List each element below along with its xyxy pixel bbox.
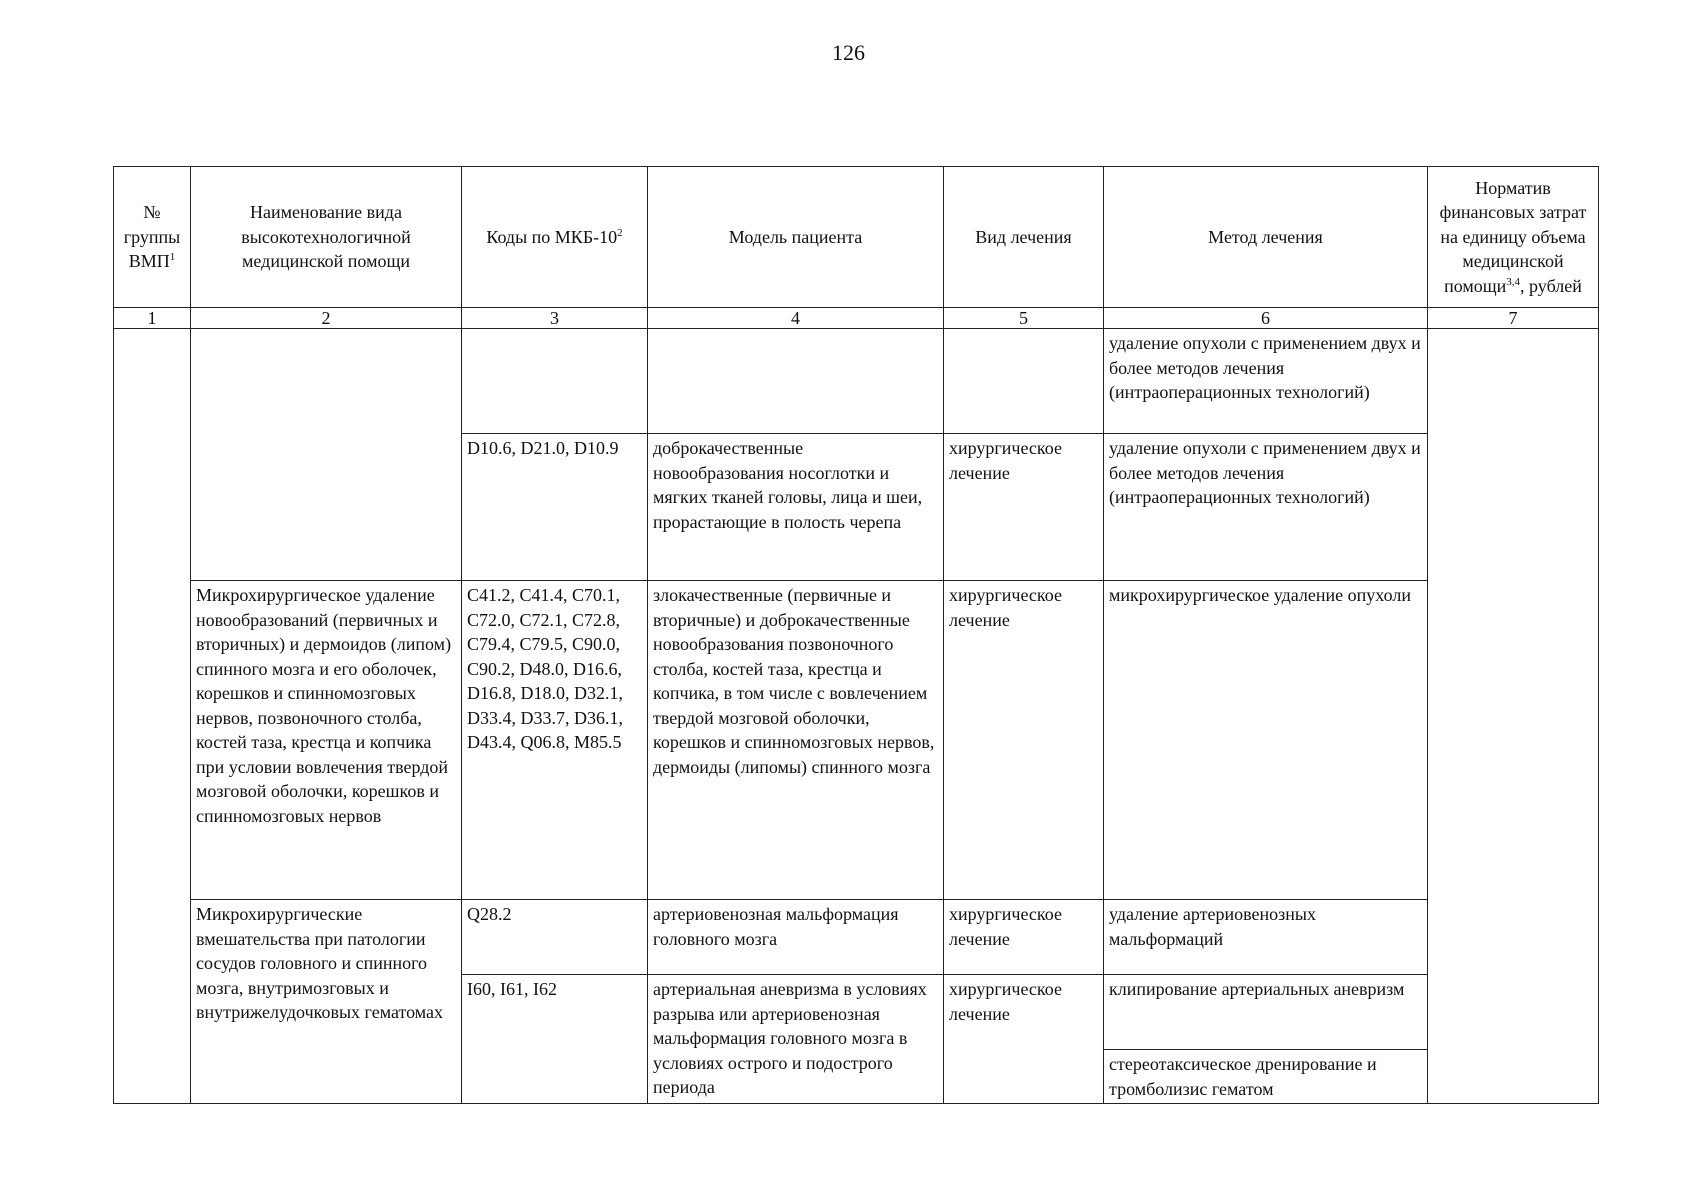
- vmp-table: [113, 166, 1599, 1104]
- header-treatment-type: Вид лечения: [944, 167, 1104, 308]
- icd-codes-cell: C41.2, C41.4, C70.1, C72.0, C72.1, C72.8, C79.4, C79.5, C90.0, C90.2, D48.0, D16.6, D16.8, D18.0, D32.1, D33.4, D33.7, D36.1, D43.4, Q06.8, M85.5: [462, 581, 648, 900]
- treatment-type-cell: хирургическое лечение: [944, 581, 1104, 900]
- column-number: 6: [1104, 308, 1428, 329]
- patient-model-cell: [648, 329, 944, 434]
- treatment-method-cell: удаление артериовенозных мальформаций: [1104, 900, 1428, 975]
- care-type-name-cell: [191, 329, 462, 581]
- icd-codes-cell: I60, I61, I62: [462, 975, 648, 1104]
- table-row: [114, 329, 1599, 434]
- column-number: 1: [114, 308, 191, 329]
- table-header-row: [114, 167, 1599, 308]
- patient-model-cell: артериальная аневризма в условиях разрыва или артериовенозная мальформация головного мозга в условиях острого и подострого периода: [648, 975, 944, 1104]
- group-number-cell: [114, 329, 191, 1104]
- icd-codes-cell: [462, 329, 648, 434]
- column-number: 4: [648, 308, 944, 329]
- header-icd-codes: Коды по МКБ-$10^2$: [462, 167, 648, 308]
- header-group-number: № группы ВМП$^1$: [114, 167, 191, 308]
- treatment-method-cell: удаление опухоли с применением двух и более методов лечения (интраоперационных технологий): [1104, 329, 1428, 434]
- table-row: [114, 900, 1599, 975]
- column-number: 7: [1428, 308, 1599, 329]
- patient-model-cell: артериовенозная мальформация головного мозга: [648, 900, 944, 975]
- header-care-type-name: Наименование вида высокотехнологичной медицинской помощи: [191, 167, 462, 308]
- column-number: 3: [462, 308, 648, 329]
- header-treatment-method: Метод лечения: [1104, 167, 1428, 308]
- treatment-type-cell: хирургическое лечение: [944, 975, 1104, 1104]
- icd-codes-cell: Q28.2: [462, 900, 648, 975]
- treatment-method-cell: клипирование артериальных аневризм: [1104, 975, 1428, 1050]
- header-cost-standard: Норматив финансовых затрат на единицу объема медицинской помощи$^{3,4}$, рублей: [1428, 167, 1599, 308]
- column-number: 5: [944, 308, 1104, 329]
- column-number: 2: [191, 308, 462, 329]
- treatment-type-cell: хирургическое лечение: [944, 900, 1104, 975]
- treatment-method-cell: удаление опухоли с применением двух и более методов лечения (интраоперационных технологий): [1104, 434, 1428, 581]
- patient-model-cell: злокачественные (первичные и вторичные) и доброкачественные новообразования позвоночного столба, костей таза, крестца и копчика, в том числе с вовлечением твердой мозговой оболочки, корешков и спинномозговых нервов, дермоиды (липомы) спинного мозга: [648, 581, 944, 900]
- treatment-type-cell: хирургическое лечение: [944, 434, 1104, 581]
- header-patient-model: Модель пациента: [648, 167, 944, 308]
- patient-model-cell: доброкачественные новообразования носоглотки и мягких тканей головы, лица и шеи, прорастающие в полость черепа: [648, 434, 944, 581]
- treatment-method-cell: микрохирургическое удаление опухоли: [1104, 581, 1428, 900]
- care-type-name-cell: Микрохирургическое удаление новообразований (первичных и вторичных) и дермоидов (липом) спинного мозга и его оболочек, корешков и спинномозговых нервов, позвоночного столба, костей таза, крестца и копчика при условии вовлечения твердой мозговой оболочки, корешков и спинномозговых нервов: [191, 581, 462, 900]
- care-type-name-cell: Микрохирургические вмешательства при патологии сосудов головного и спинного мозга, внутримозговых и внутрижелудочковых гематомах: [191, 900, 462, 1104]
- icd-codes-cell: D10.6, D21.0, D10.9: [462, 434, 648, 581]
- treatment-method-cell: стереотаксическое дренирование и тромболизис гематом: [1104, 1050, 1428, 1104]
- table-row: [114, 581, 1599, 900]
- page-number: 126: [832, 40, 865, 65]
- treatment-type-cell: [944, 329, 1104, 434]
- cost-standard-cell: [1428, 329, 1599, 1104]
- column-number-row: [114, 308, 1599, 329]
